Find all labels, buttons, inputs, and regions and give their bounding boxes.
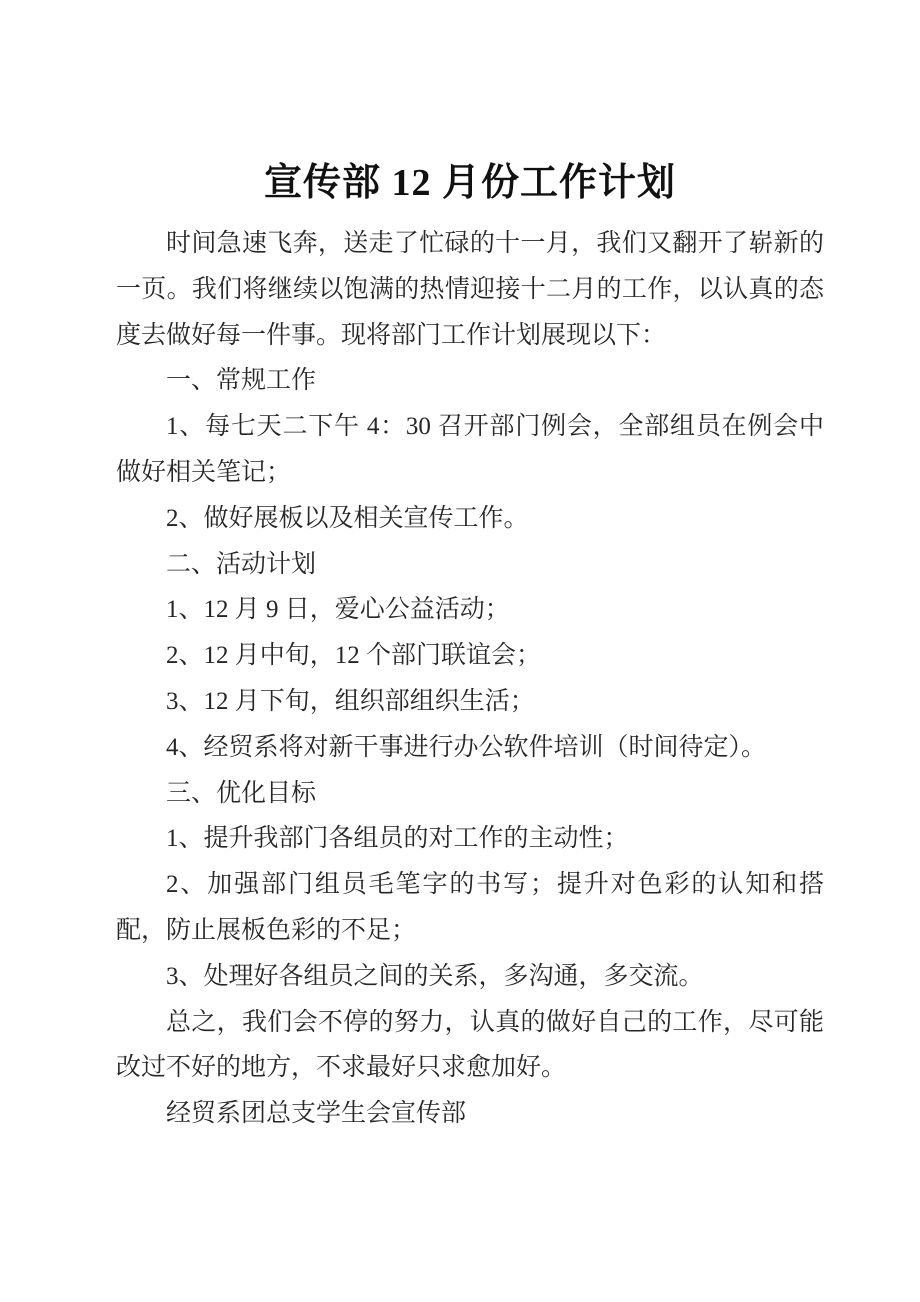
- paragraph: 2、做好展板以及相关宣传工作。: [166, 504, 529, 532]
- paragraph: 经贸系团总支学生会宣传部: [166, 1100, 467, 1128]
- paragraph: 一、常规工作: [166, 367, 317, 395]
- paragraph: 2、加强部门组员毛笔字的书写；提升对色彩的认知和搭配，防止展板色彩的不足；: [116, 871, 824, 944]
- document-body: [116, 221, 824, 1137]
- paragraph: 1、12 月 9 日，爱心公益活动；: [166, 596, 510, 624]
- paragraph: 三、优化目标: [166, 779, 317, 807]
- paragraph: 3、12 月下旬，组织部组织生活；: [166, 687, 535, 715]
- document-title: 宣传部 12 月份工作计划: [263, 162, 676, 204]
- paragraph: 二、活动计划: [166, 550, 317, 578]
- paragraph: 时间急速飞奔，送走了忙碌的十一月，我们又翻开了崭新的一页。我们将继续以饱满的热情迎接十二月的工作，以认真的态度去做好每一件事。现将部门工作计划展现以下：: [116, 230, 824, 349]
- paragraph: 1、每七天二下午 4：30 召开部门例会，全部组员在例会中做好相关笔记；: [116, 413, 824, 486]
- paragraph: 3、处理好各组员之间的关系，多沟通，多交流。: [166, 962, 704, 990]
- paragraph: 总之，我们会不停的努力，认真的做好自己的工作，尽可能改过不好的地方，不求最好只求愈加好。: [116, 1008, 824, 1082]
- paragraph: 2、12 月中旬，12 个部门联谊会；: [166, 642, 542, 670]
- paragraph: 1、提升我部门各组员的对工作的主动性；: [166, 825, 629, 853]
- paragraph: 4、经贸系将对新干事进行办公软件培训（时间待定）。: [166, 733, 767, 761]
